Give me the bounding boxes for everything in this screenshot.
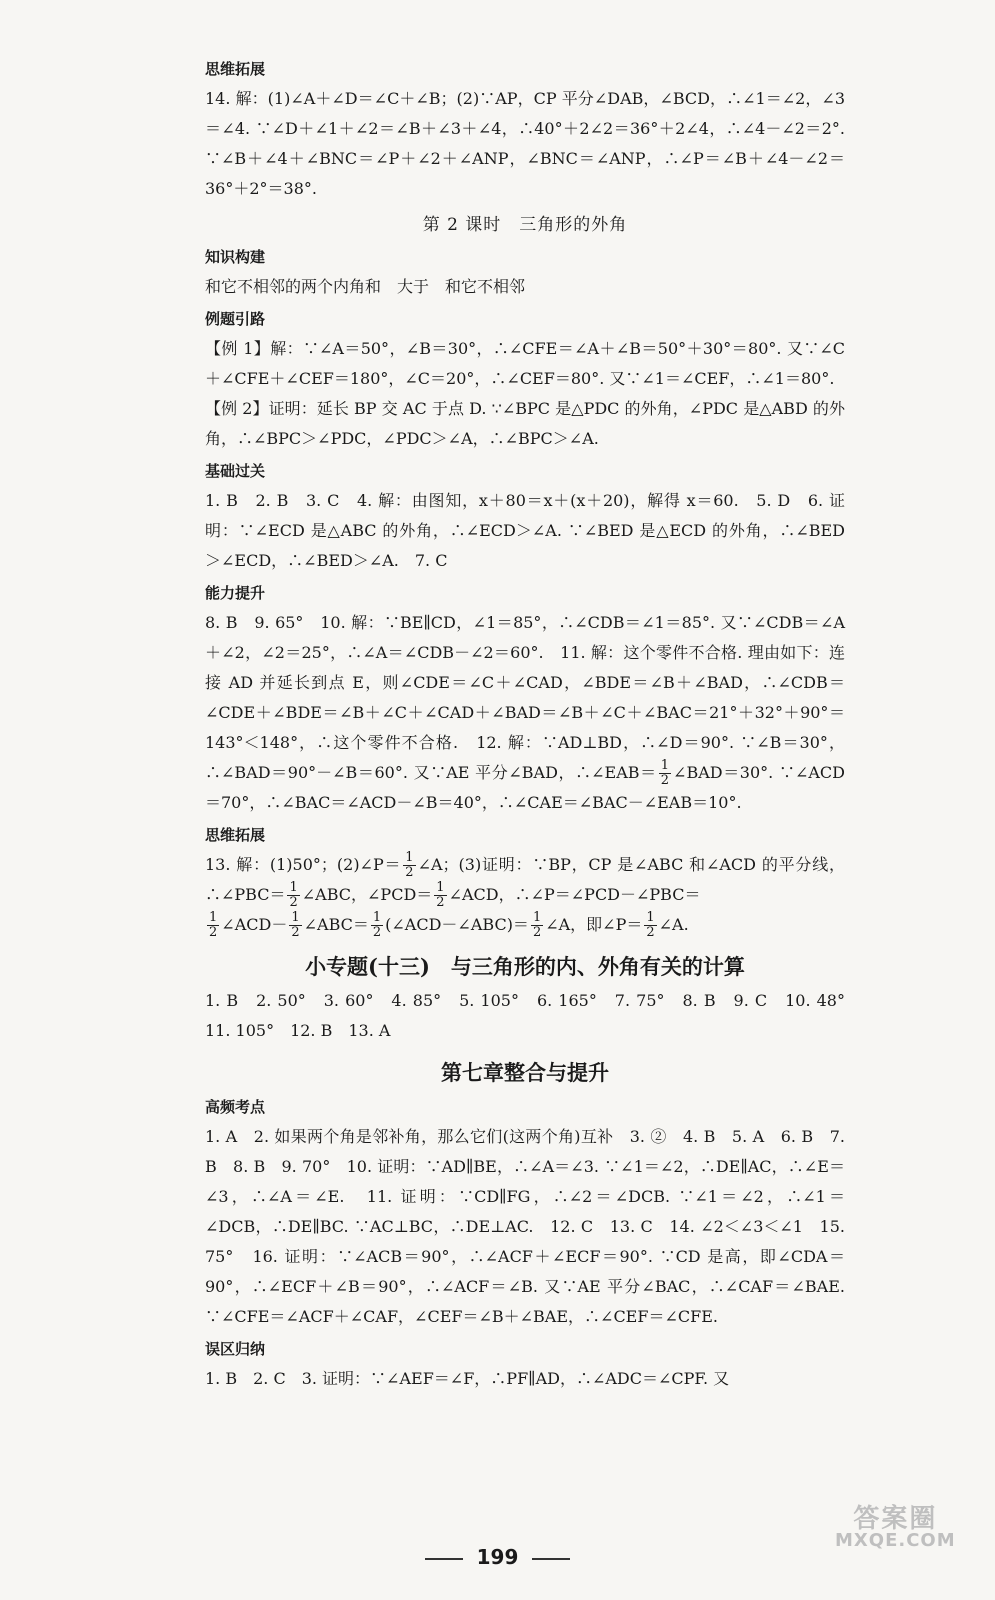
page-number-text: 199 bbox=[476, 1545, 519, 1569]
basic-answers: 1. B 2. B 3. C 4. 解：由图知，x＋80＝x＋(x＋20)，解得 x＝60. 5. D 6. 证明：∵∠ECD 是△ABC 的外角，∴∠ECD＞∠A. ∵∠BED 是△ECD 的外角，∴∠BED＞∠ECD，∴∠BED＞∠A. 7. C bbox=[205, 491, 845, 570]
topic-title: 小专题(十三) 与三角形的内、外角有关的计算 bbox=[305, 954, 745, 979]
ans13-h: ∠A，即∠P＝ bbox=[545, 915, 643, 934]
fraction-denominator: 2 bbox=[660, 773, 670, 788]
fraction: $\frac{1}{2}$ bbox=[646, 910, 655, 940]
fraction-numerator: 1 bbox=[660, 758, 670, 773]
ans13-e: ∠ACD－ bbox=[221, 915, 288, 934]
fraction: $\frac{1}{2}$ bbox=[405, 850, 414, 880]
answer-13 bbox=[205, 850, 845, 940]
section-label-knowledge: 知识构建 bbox=[205, 248, 266, 266]
fraction: $\frac{1}{2}$ bbox=[372, 910, 382, 940]
frequent-answers: 1. A 2. 如果两个角是邻补角，那么它们(这两个角)互补 3. ② 4. B 5. A 6. B 7. B 8. B 9. 70° 10. 证明：∵AD∥BE，∴∠A＝∠3. ∵∠1＝∠2，∴DE∥AC，∴∠E＝∠3，∴∠A＝∠E. 11. 证明：∵CD∥FG，∴∠2＝∠DCB. ∵∠1＝∠2，∴∠1＝∠DCB，∴DE∥BC. ∵AC⊥BC，∴DE⊥AC. 12. C 13. C 14. ∠2＜∠3＜∠1 15. 75° 16. 证明：∵∠ACB＝90°，∴∠ACF＋∠ECF＝90°. ∵CD 是高，即∠CDA＝90°，∴∠ECF＋∠B＝90°，∴∠ACF＝∠B. 又∵AE 平分∠BAC，∴∠CAF＝∠BAE. ∵∠CFE＝∠ACF＋∠CAF，∠CEF＝∠B＋∠BAE，∴∠CEF＝∠CFE. bbox=[205, 1127, 845, 1326]
section-label-examples: 例题引路 bbox=[205, 310, 266, 328]
lesson-title: 第 2 课时 三角形的外角 bbox=[422, 215, 628, 235]
section-label-thinking: 思维拓展 bbox=[205, 60, 266, 78]
watermark-line2: MXQE.COM bbox=[835, 1530, 956, 1551]
watermark-line1: 答案圈 bbox=[853, 1504, 938, 1534]
ability-text-b: ∠BAD＝30°. ∵∠ACD＝70°，∴∠BAC＝∠ACD－∠B＝40°，∴∠CAE＝∠BAC－∠EAB＝10°. bbox=[205, 763, 845, 812]
page-number-dash-left bbox=[425, 1558, 463, 1560]
ans13-a: 13. 解：(1)50°；(2)∠P＝ bbox=[205, 855, 402, 874]
section-label-basic: 基础过关 bbox=[205, 462, 266, 480]
fraction: $\frac{1}{2}$ bbox=[289, 880, 298, 910]
watermark-logo bbox=[835, 1504, 956, 1552]
fraction: $\frac{1}{2}$ bbox=[209, 910, 218, 940]
knowledge-answer: 和它不相邻的两个内角和 大于 和它不相邻 bbox=[205, 277, 526, 296]
section-label-thinking-2: 思维拓展 bbox=[205, 826, 266, 844]
ability-answers bbox=[205, 608, 845, 818]
ans13-b: ∠A；(3)证明：∵BP，CP 是∠ABC 和∠ACD 的平分线，∴∠PBC＝ bbox=[205, 855, 845, 904]
fraction: $\frac{1}{2}$ bbox=[291, 910, 300, 940]
fraction: $\frac{1}{2}$ bbox=[436, 880, 445, 910]
fraction bbox=[659, 759, 671, 788]
example-2: 【例 2】证明：延长 BP 交 AC 于点 D. ∵∠BPC 是△PDC 的外角，∠PDC 是△ABD 的外角，∴∠BPC＞∠PDC，∠PDC＞∠A，∴∠BPC＞∠A. bbox=[205, 399, 845, 448]
ability-text-a: 8. B 9. 65° 10. 解：∵BE∥CD，∠1＝85°，∴∠CDB＝∠1＝85°. 又∵∠CDB＝∠A＋∠2，∠2＝25°，∴∠A＝∠CDB－∠2＝60°. 11. 解：这个零件不合格. 理由如下：连接 AD 并延长到点 E，则∠CDE＝∠C＋∠CAD，∠BDE＝∠B＋∠BAD，∴∠CDB＝∠CDE＋∠BDE＝∠B＋∠C＋∠CAD＋∠BAD＝∠B＋∠C＋∠BAC＝21°＋32°＋90°＝143°＜148°，∴这个零件不合格. 12. 解：∵AD⊥BD，∴∠D＝90°. ∵∠B＝30°，∴∠BAD＝90°－∠B＝60°. 又∵AE 平分∠BAD，∴∠EAB＝ bbox=[205, 613, 845, 782]
ans13-d: ∠ACD，∴∠P＝∠PCD－∠PBC＝ bbox=[448, 885, 701, 904]
section-label-mistakes: 误区归纳 bbox=[205, 1340, 266, 1358]
ans13-g: (∠ACD－∠ABC)＝ bbox=[385, 915, 529, 934]
answer-14: 14. 解：(1)∠A＋∠D＝∠C＋∠B；(2)∵AP，CP 平分∠DAB，∠BCD，∴∠1＝∠2，∠3＝∠4. ∵∠D＋∠1＋∠2＝∠B＋∠3＋∠4，∴40°＋2∠2＝36°＋2∠4，∴∠4－∠2＝2°. ∵∠B＋∠4＋∠BNC＝∠P＋∠2＋∠ANP，∠BNC＝∠ANP，∴∠P＝∠B＋∠4－∠2＝36°＋2°＝38°. bbox=[205, 89, 845, 198]
ans13-c: ∠ABC，∠PCD＝ bbox=[301, 885, 433, 904]
mistake-answers: 1. B 2. C 3. 证明：∵∠AEF＝∠F，∴PF∥AD，∴∠ADC＝∠CPF. 又 bbox=[205, 1369, 730, 1388]
page-number-dash-right bbox=[532, 1558, 570, 1560]
topic-answers: 1. B 2. 50° 3. 60° 4. 85° 5. 105° 6. 165° 7. 75° 8. B 9. C 10. 48° 11. 105° 12. B 13. A bbox=[205, 991, 862, 1040]
ans13-f: ∠ABC＝ bbox=[303, 915, 369, 934]
section-label-frequent: 高频考点 bbox=[205, 1098, 266, 1116]
page-content bbox=[205, 52, 862, 1394]
example-1: 【例 1】解：∵∠A＝50°，∠B＝30°，∴∠CFE＝∠A＋∠B＝50°＋30°＝80°. 又∵∠C＋∠CFE＋∠CEF＝180°，∠C＝20°，∴∠CEF＝80°. 又∵∠1＝∠CEF，∴∠1＝80°. bbox=[205, 339, 845, 388]
section-label-ability: 能力提升 bbox=[205, 584, 266, 602]
ans13-i: ∠A. bbox=[658, 915, 689, 934]
chapter-title: 第七章整合与提升 bbox=[441, 1060, 609, 1085]
fraction: $\frac{1}{2}$ bbox=[532, 910, 542, 940]
